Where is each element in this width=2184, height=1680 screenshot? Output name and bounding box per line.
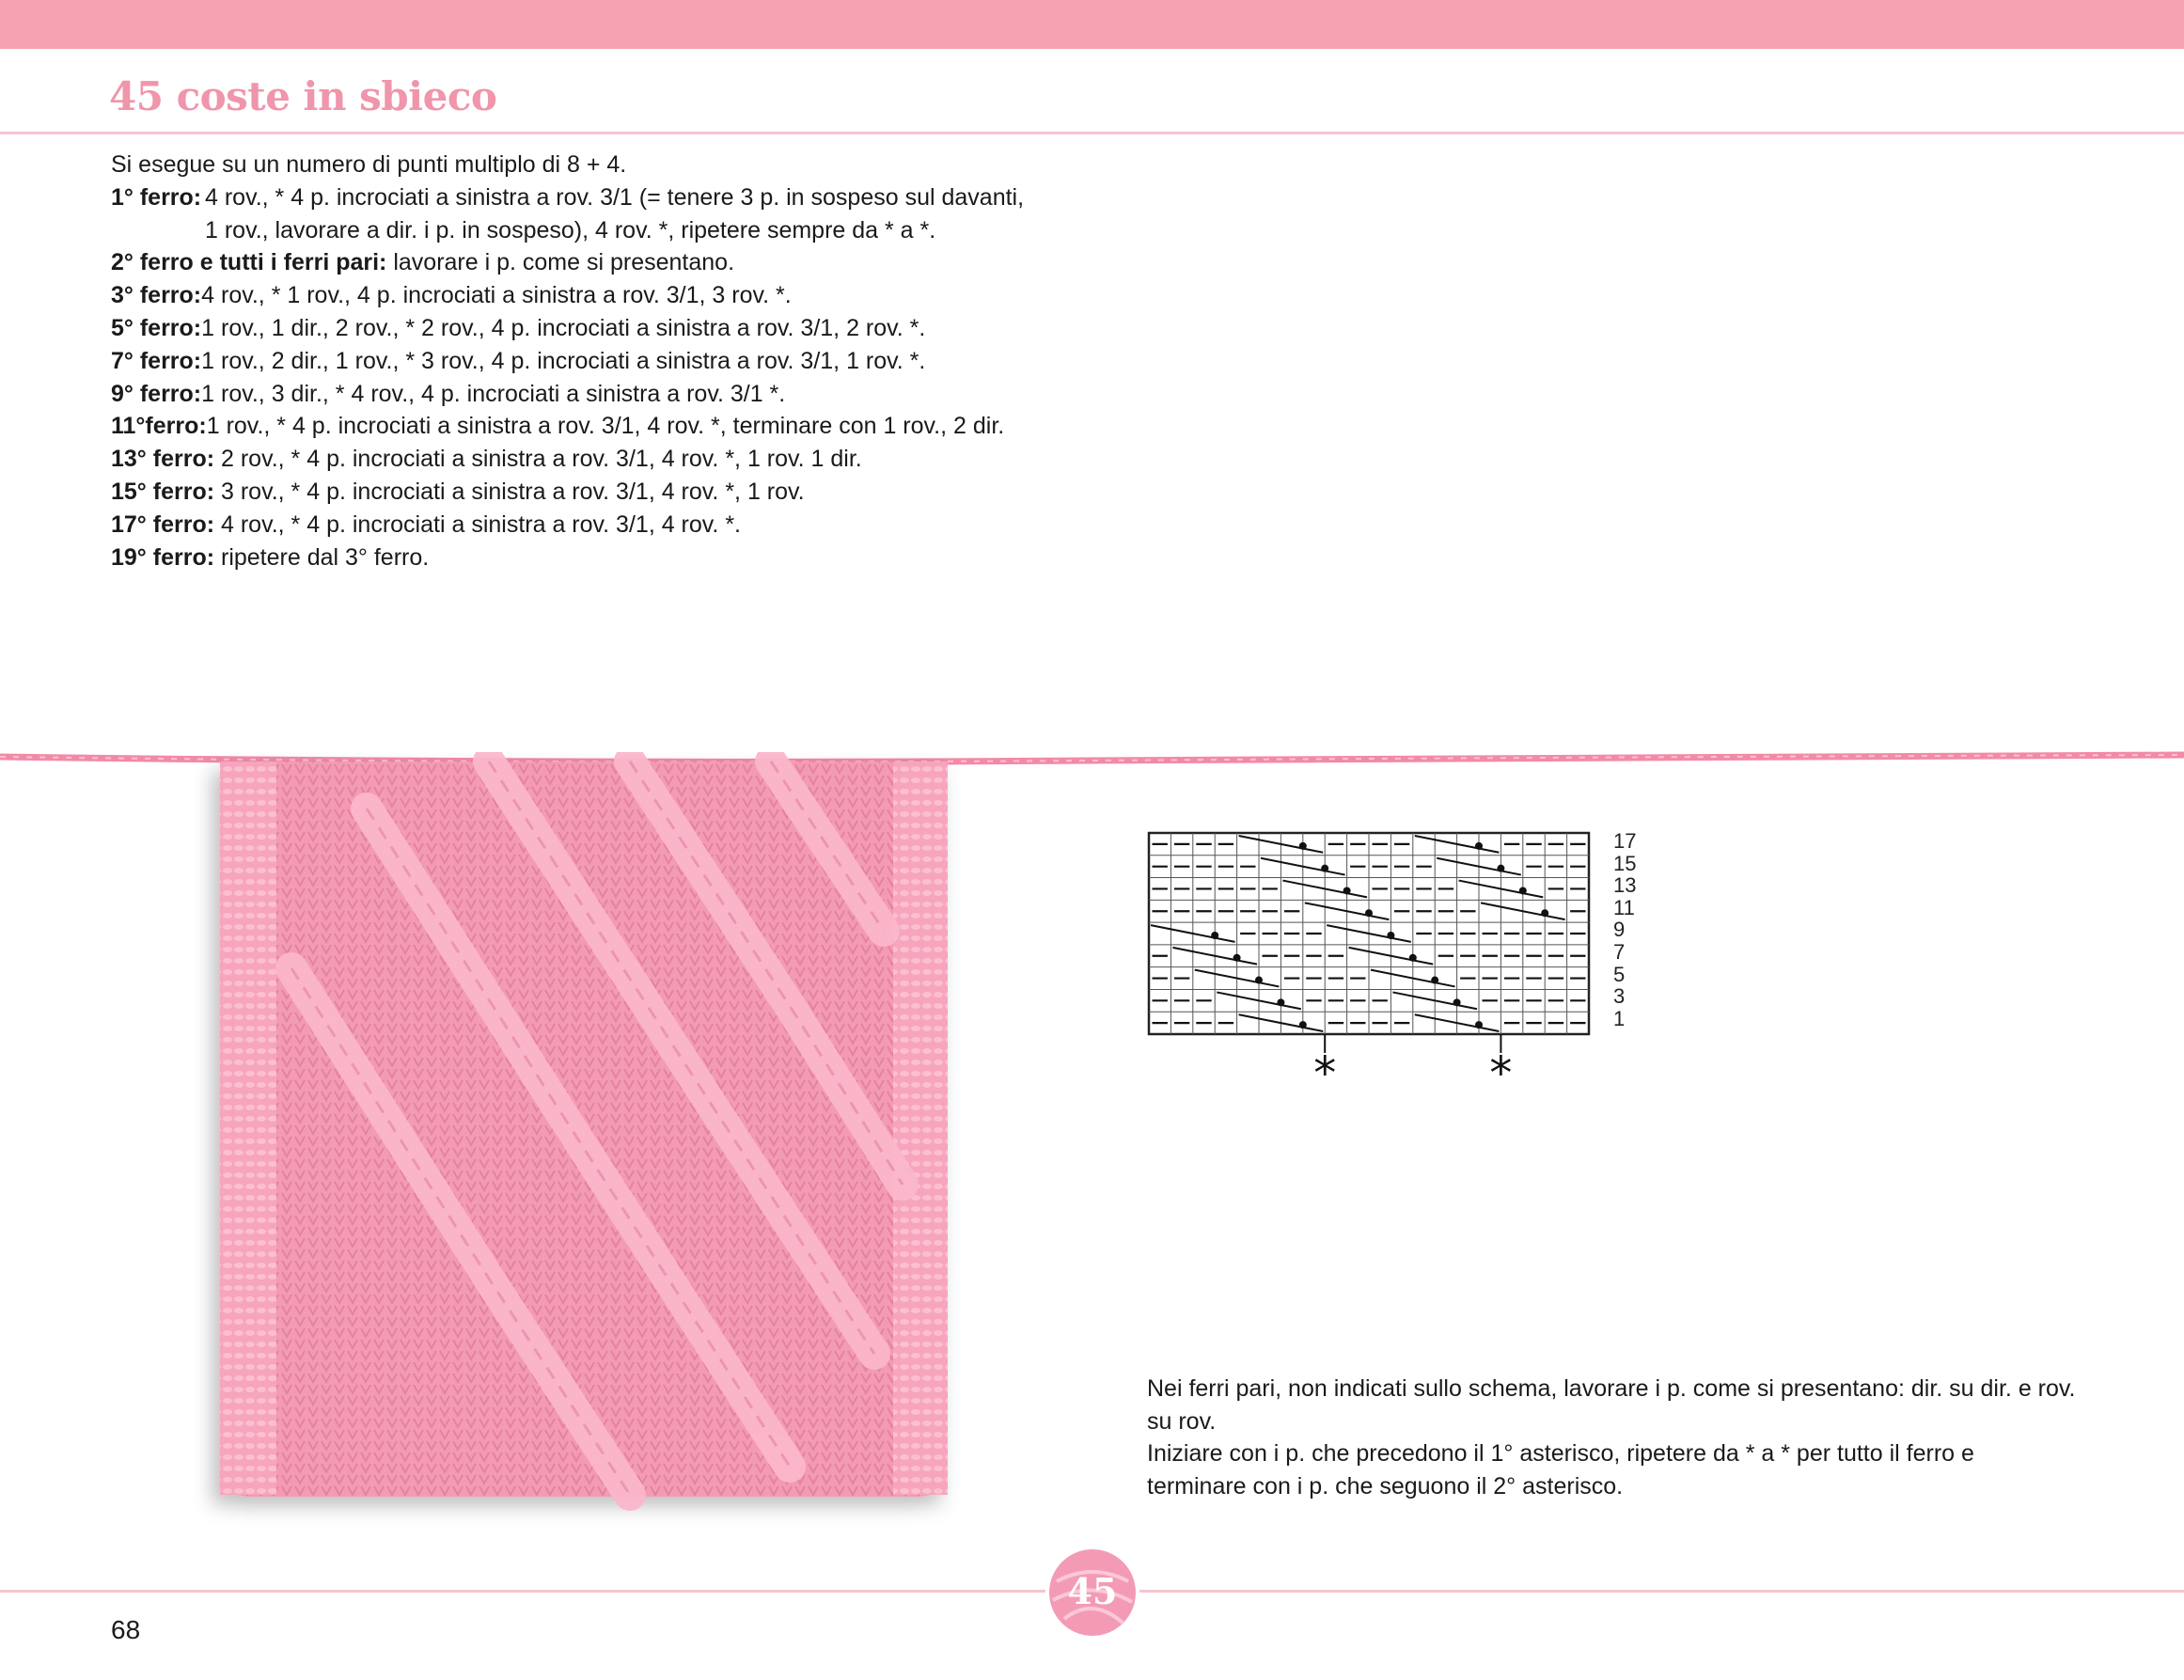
row-text: 1 rov., 3 dir., * 4 rov., 4 p. incrociati a sinistra a rov. 3/1 *. <box>201 380 786 407</box>
row-label: 3° ferro: <box>111 282 202 309</box>
chart-row-number: 11 <box>1613 895 1635 919</box>
cable-dot-symbol <box>1299 1021 1307 1028</box>
row-label: 2° ferro e tutti i ferri pari: <box>111 249 387 276</box>
instruction-row-11 <box>111 410 1089 443</box>
row-label: 13° ferro: <box>111 446 215 473</box>
instruction-row-13 <box>111 443 1089 476</box>
title-divider <box>0 132 2184 134</box>
row-text: 4 rov., * 4 p. incrociati a sinistra a rov. 3/1 (= tenere 3 p. in sospeso sul davanti, <box>205 183 1025 211</box>
note-repeat: Iniziare con i p. che precedono il 1° asterisco, ripetere da * a * per tutto il ferro e terminare con i p. che seguono il 2° asterisco. <box>1147 1440 1974 1499</box>
instruction-row-2 <box>111 246 1089 279</box>
footer-divider-right <box>1139 1590 2184 1593</box>
knitting-chart <box>1138 827 1664 1081</box>
instruction-row-9 <box>111 378 1089 411</box>
cable-dot-symbol <box>1343 887 1351 894</box>
instruction-row-1-continued: 1 rov., lavorare a dir. i p. in sospeso), 4 rov. *, ripetere sempre da * a *. <box>205 216 936 243</box>
row-label: 17° ferro: <box>111 510 215 538</box>
chart-row-number: 17 <box>1613 829 1637 853</box>
row-text: 1 rov., 1 dir., 2 rov., * 2 rov., 4 p. incrociati a sinistra a rov. 3/1, 2 rov. *. <box>201 314 926 341</box>
cable-dot-symbol <box>1255 977 1263 984</box>
chart-row-number: 7 <box>1613 939 1626 964</box>
cable-dot-symbol <box>1475 842 1483 850</box>
footer-divider-left <box>0 1590 1045 1593</box>
row-label: 19° ferro: <box>111 543 215 571</box>
instructions-block <box>111 149 1089 573</box>
cable-dot-symbol <box>1497 865 1504 872</box>
cable-dot-symbol <box>1541 909 1548 917</box>
instruction-row-15 <box>111 476 1089 509</box>
note-even-rows: Nei ferri pari, non indicati sullo schema, lavorare i p. come si presentano: dir. su dir. e rov. su rov. <box>1147 1375 2076 1435</box>
repeat-asterisk-icon: * <box>1313 1047 1337 1081</box>
cable-dot-symbol <box>1475 1021 1483 1028</box>
instruction-row-17 <box>111 509 1089 542</box>
cable-dot-symbol <box>1211 932 1218 939</box>
cable-dot-symbol <box>1519 887 1527 894</box>
row-text: lavorare i p. come si presentano. <box>386 249 735 276</box>
row-label: 11°ferro: <box>111 413 207 440</box>
row-text: 1 rov., 2 dir., 1 rov., * 3 rov., 4 p. incrociati a sinistra a rov. 3/1, 1 rov. *. <box>201 347 926 374</box>
row-text: 1 rov., * 4 p. incrociati a sinistra a rov. 3/1, 4 rov. *, terminare con 1 rov., 2 dir. <box>206 413 1005 440</box>
chart-row-number: 5 <box>1613 962 1626 986</box>
knitted-swatch-photo <box>188 752 1015 1532</box>
row-text: 4 rov., * 4 p. incrociati a sinistra a rov. 3/1, 4 rov. *. <box>214 510 741 538</box>
cable-dot-symbol <box>1277 998 1284 1006</box>
cable-dot-symbol <box>1409 954 1417 962</box>
row-text: 4 rov., * 1 rov., 4 p. incrociati a sinistra a rov. 3/1, 3 rov. *. <box>201 282 792 309</box>
row-text: 3 rov., * 4 p. incrociati a sinistra a rov. 3/1, 4 rov. *, 1 rov. <box>214 478 805 505</box>
row-label: 9° ferro: <box>111 380 202 407</box>
chart-row-number: 15 <box>1613 851 1637 875</box>
chart-row-numbers <box>1613 830 1651 1029</box>
page-number: 68 <box>111 1615 141 1644</box>
row-label: 7° ferro: <box>111 347 202 374</box>
instruction-row-5 <box>111 312 1089 345</box>
row-label: 1° ferro: <box>111 183 202 211</box>
cable-dot-symbol <box>1299 842 1307 850</box>
cable-dot-symbol <box>1387 932 1394 939</box>
cable-dot-symbol <box>1453 998 1461 1006</box>
chart-row-number: 13 <box>1613 873 1637 898</box>
instruction-row-19 <box>111 542 1089 574</box>
repeat-asterisk-icon: * <box>1489 1047 1513 1081</box>
chart-row-number: 9 <box>1613 918 1626 942</box>
pattern-number-badge: 45 <box>1067 1570 1118 1612</box>
chart-row-number: 3 <box>1613 984 1626 1009</box>
instruction-row-3 <box>111 279 1089 312</box>
row-label: 15° ferro: <box>111 478 215 505</box>
row-label: 5° ferro: <box>111 314 202 341</box>
cable-dot-symbol <box>1431 977 1438 984</box>
notes-block <box>1147 1373 2078 1502</box>
row-text: 2 rov., * 4 p. incrociati a sinistra a rov. 3/1, 4 rov. *, 1 rov. 1 dir. <box>214 446 862 473</box>
instructions-intro: Si esegue su un numero di punti multiplo di 8 + 4. <box>111 151 627 178</box>
row-text: ripetere dal 3° ferro. <box>214 543 430 571</box>
chart-row-number: 1 <box>1613 1006 1626 1030</box>
page-title: 45 coste in sbieco <box>109 73 497 119</box>
cable-dot-symbol <box>1321 865 1328 872</box>
cable-dot-symbol <box>1365 909 1373 917</box>
instruction-row-7 <box>111 345 1089 378</box>
cable-dot-symbol <box>1233 954 1241 962</box>
top-color-band <box>0 0 2184 49</box>
instruction-row-1 <box>111 181 1089 214</box>
